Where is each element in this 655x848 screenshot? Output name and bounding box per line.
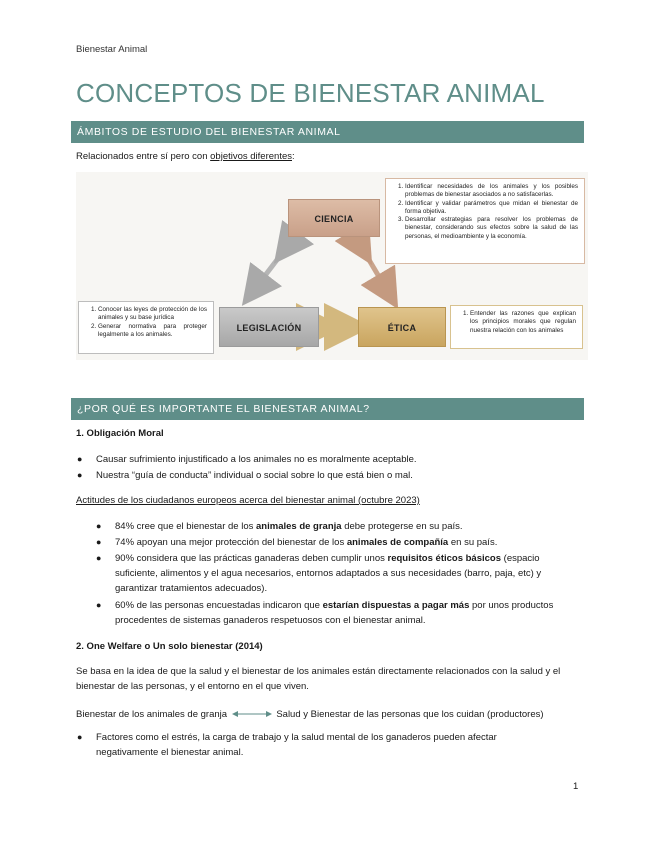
- survey-bullet: [96, 535, 576, 550]
- survey-heading: Actitudes de los ciudadanos europeos acerca del bienestar animal (octubre 2023): [76, 495, 420, 506]
- survey-bullet: [96, 551, 578, 596]
- survey-bold: animales de compañía: [346, 537, 449, 548]
- ciencia-note-item: 2. Identificar y validar parámetros que midan el bienestar de forma objetiva.: [405, 200, 578, 217]
- survey-post: en su país.: [448, 537, 498, 548]
- survey-bold: estarían dispuestas a pagar más: [322, 600, 470, 611]
- etica-note-item: 1. Entender las razones que explican los principios morales que regulan nuestra relación con los animales: [470, 310, 576, 335]
- bullet-dot-icon: ●: [96, 521, 102, 531]
- legislacion-note-item: 2. Generar normativa para proteger legalmente a los animales.: [98, 323, 207, 340]
- survey-post: por unos productos procedentes de sistemas ganaderos respetuosos con el bienestar animal.: [115, 600, 554, 626]
- bullet-dot-icon: ●: [96, 600, 102, 610]
- survey-pre: 84% cree que el bienestar de los: [115, 521, 257, 532]
- etica-box: ÉTICA: [358, 307, 446, 347]
- bullet-dot-icon: ●: [77, 454, 83, 464]
- relation-left: Bienestar de los animales de granja: [76, 709, 228, 720]
- double-arrow-icon: [232, 710, 272, 718]
- page-title: CONCEPTOS DE BIENESTAR ANIMAL: [76, 78, 545, 108]
- intro-link: objetivos diferentes: [210, 151, 292, 162]
- bullet-dot-icon: ●: [96, 537, 102, 547]
- legislacion-note-item: 1. Conocer las leyes de protección de los animales y su base jurídica: [98, 306, 207, 323]
- survey-post: (espacio suficiente, alimentos y el agua necesarios, entornos adaptados a sus necesidades (barro, paja, etc) y garantizar tratamientos adecuados).: [115, 553, 542, 594]
- intro-suffix: :: [292, 151, 295, 162]
- heading-obligacion-moral: 1. Obligación Moral: [76, 428, 164, 439]
- relation-line: [76, 708, 586, 722]
- survey-bold: requisitos éticos básicos: [387, 553, 502, 564]
- survey-pre: 60% de las personas encuestadas indicaron que: [115, 600, 323, 611]
- survey-pre: 74% apoyan una mejor protección del bienestar de los: [115, 537, 347, 548]
- heading-one-welfare: 2. One Welfare o Un solo bienestar (2014): [76, 641, 263, 652]
- ambitos-diagram: [76, 172, 588, 360]
- relation-right: Salud y Bienestar de las personas que los cuidan (productores): [276, 709, 544, 720]
- survey-bullet: [96, 598, 576, 628]
- final-bullet: ● Factores como el estrés, la carga de trabajo y la salud mental de los ganaderos pueden afectar negativamente el bienestar animal.: [77, 732, 497, 758]
- arrow-ciencia-legislacion: [254, 248, 286, 290]
- ciencia-note-item: 3. Desarrollar estrategias para resolver los problemas de bienestar, considerando sus efectos sobre la salud de las personas, el medioambiente y la economía.: [405, 216, 578, 241]
- one-welfare-paragraph: Se basa en la idea de que la salud y el bienestar de los animales están directamente relacionados con la salud y el bienestar de las personas, y el entorno en el que viven.: [76, 666, 561, 692]
- survey-bullet: [96, 519, 576, 534]
- intro-prefix: Relacionados entre sí pero con: [76, 151, 211, 162]
- ciencia-note: [385, 178, 585, 264]
- moral-bullet: ● Causar sufrimiento injustificado a los animales no es moralmente aceptable.: [77, 454, 417, 465]
- bullet-dot-icon: ●: [96, 553, 102, 563]
- bullet-dot-icon: ●: [77, 470, 83, 480]
- moral-bullet: ● Nuestra “guía de conducta” individual o social sobre lo que está bien o mal.: [77, 470, 413, 481]
- survey-pre: 90% considera que las prácticas ganaderas deben cumplir unos: [115, 553, 388, 564]
- etica-note: [450, 305, 583, 349]
- survey-bold: animales de granja: [256, 521, 342, 532]
- page-number: 1: [573, 781, 579, 792]
- intro-paragraph: [76, 150, 295, 164]
- section-band-ambitos: ÁMBITOS DE ESTUDIO DEL BIENESTAR ANIMAL: [71, 121, 584, 143]
- ciencia-note-item: 1. Identificar necesidades de los animales y los posibles problemas de bienestar asociados a no satisfacerlas.: [405, 183, 578, 200]
- ciencia-box: CIENCIA: [288, 199, 380, 237]
- section-band-importancia: ¿POR QUÉ ES IMPORTANTE EL BIENESTAR ANIMAL?: [71, 398, 584, 420]
- running-header: Bienestar Animal: [76, 44, 148, 55]
- legislacion-box: LEGISLACIÓN: [219, 307, 319, 347]
- legislacion-note: [78, 301, 214, 354]
- bullet-dot-icon: ●: [77, 732, 83, 742]
- survey-post: debe protegerse en su país.: [341, 521, 463, 532]
